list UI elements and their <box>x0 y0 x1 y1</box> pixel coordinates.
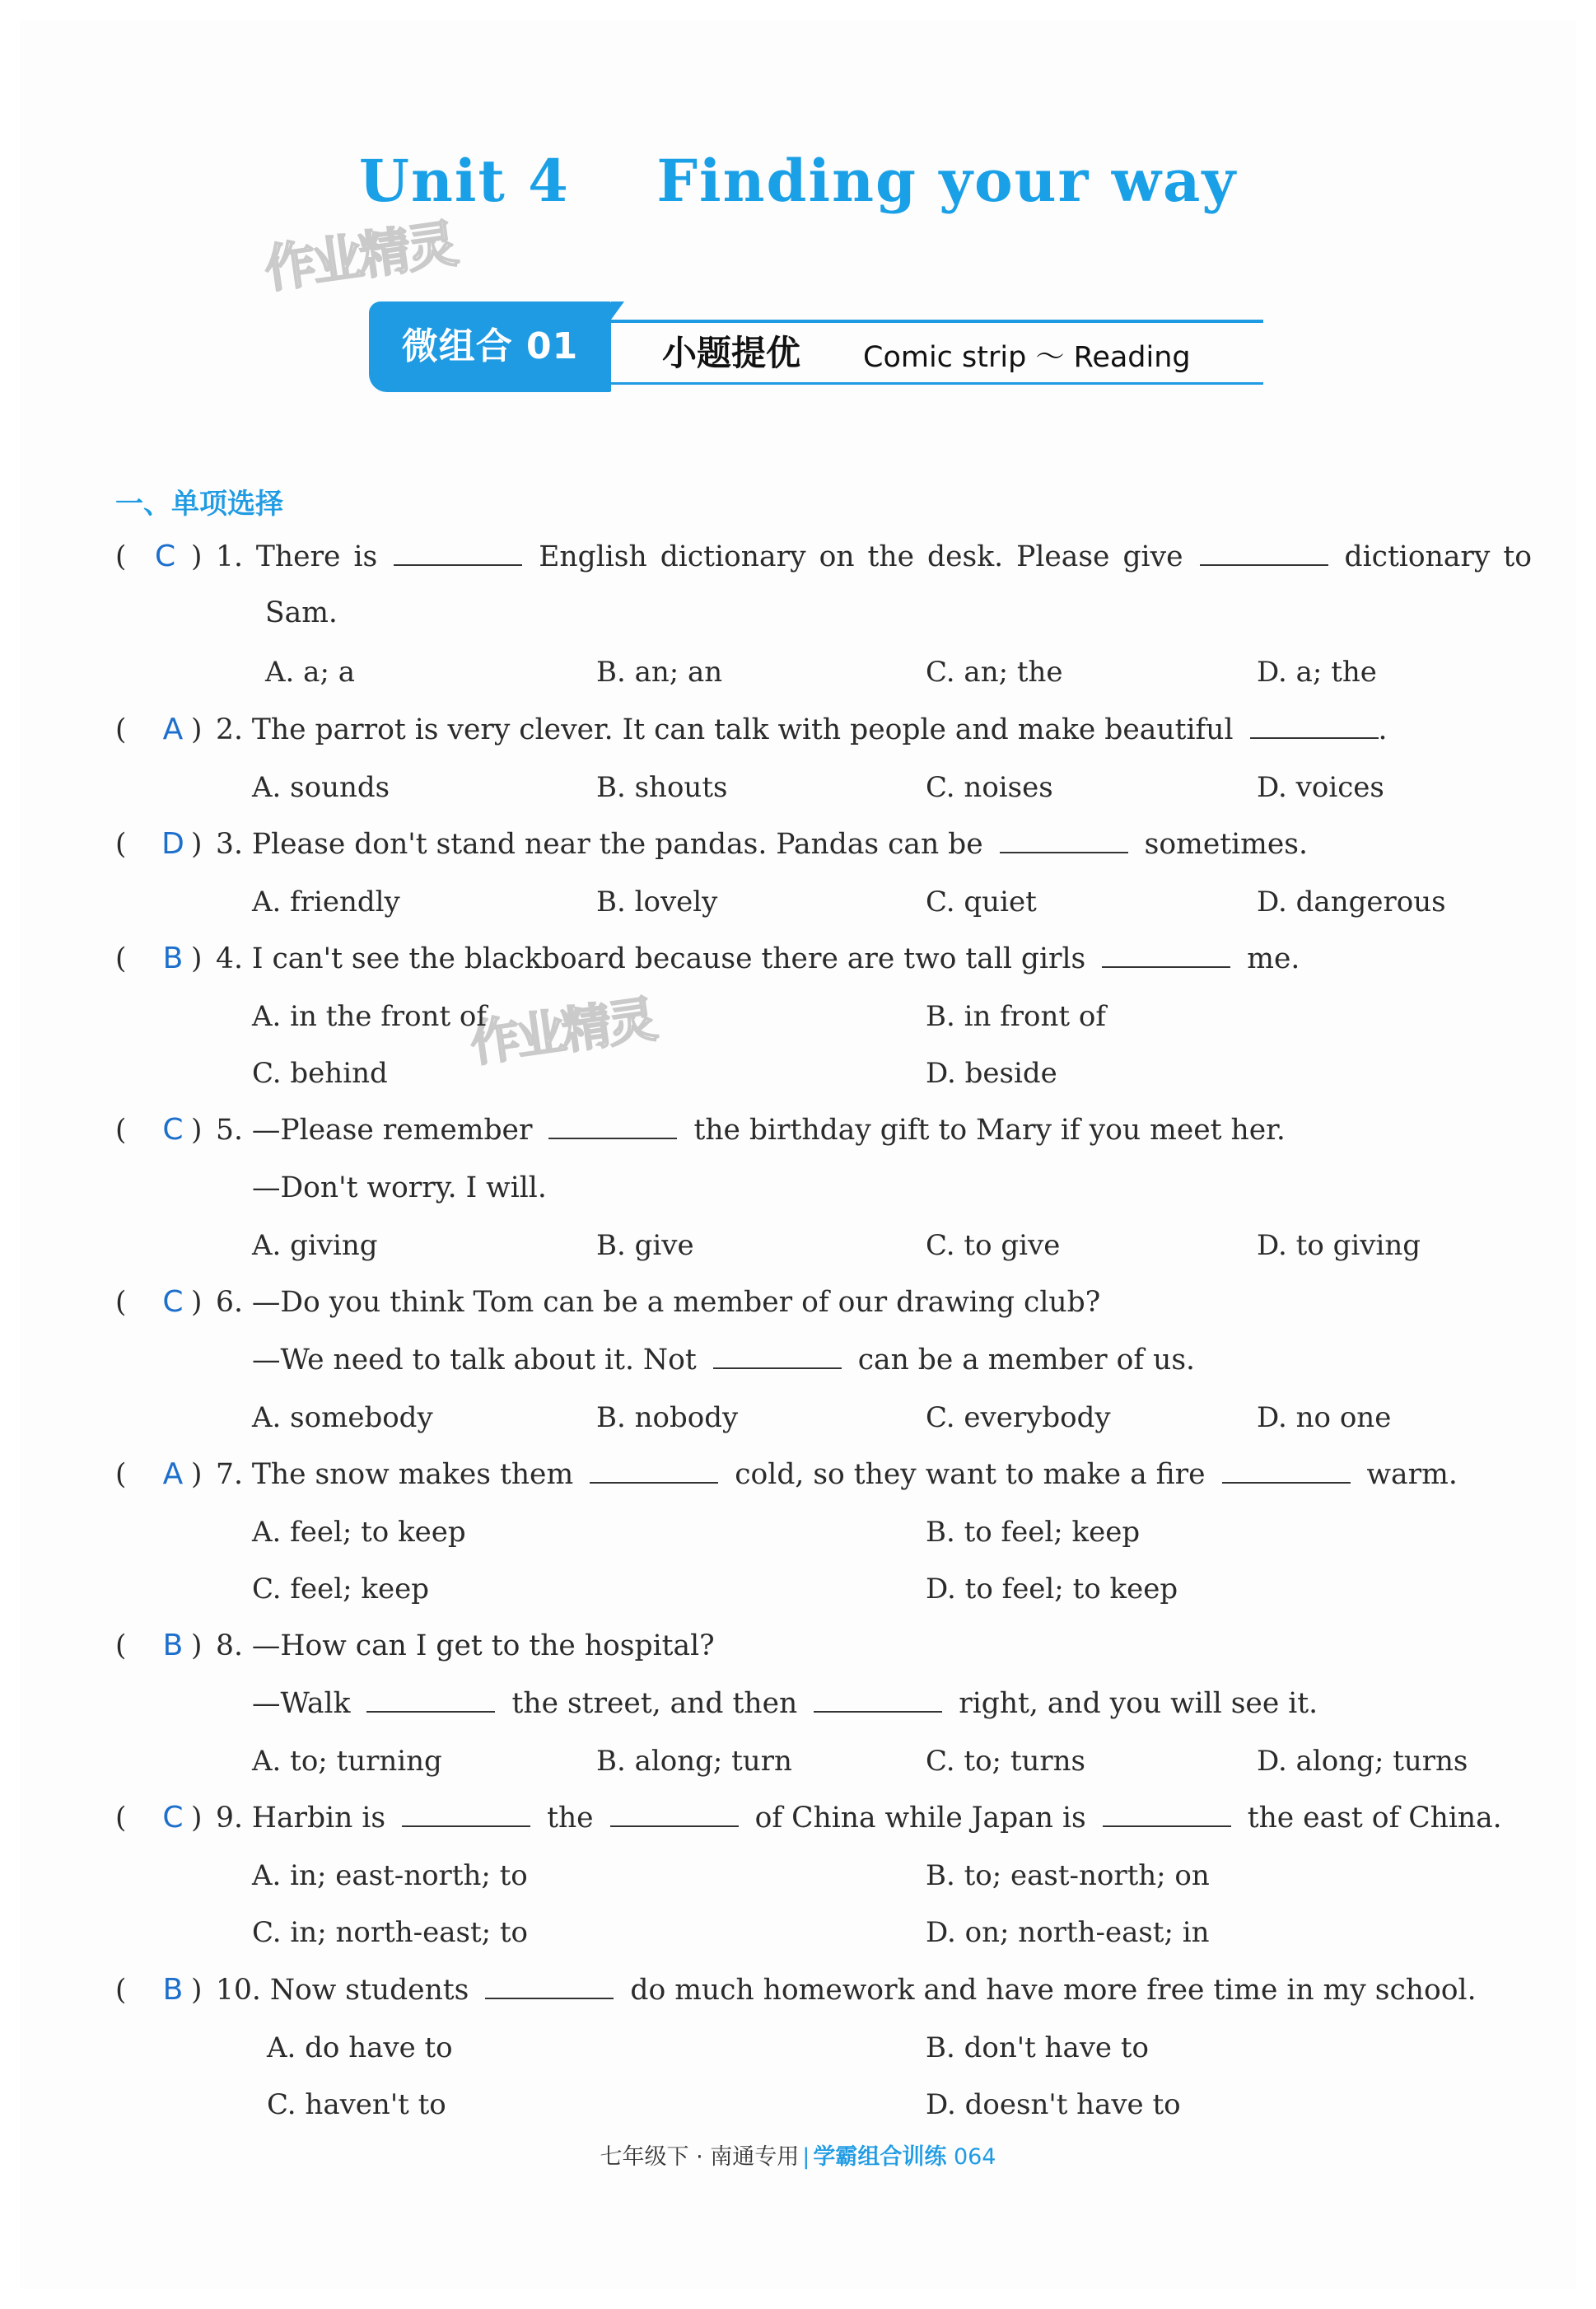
question-10: ( B ) 10. Now students do much homework and have more free time in my school. <box>115 1970 1532 2010</box>
answer-blank <box>590 1479 718 1484</box>
question-6-reply: —We need to talk about it. Not can be a member of us. <box>252 1344 1195 1377</box>
answer-blank <box>1000 848 1128 853</box>
option-b: B. to feel; keep <box>926 1516 1141 1549</box>
option-d: D. voices <box>1257 771 1384 804</box>
page-number: 064 <box>953 2144 996 2170</box>
answer-9: C <box>162 1801 184 1835</box>
watermark: 作业精灵 <box>260 213 459 300</box>
option-b: B. give <box>596 1229 694 1262</box>
option-a: A. somebody <box>252 1401 433 1434</box>
banner-corner <box>611 301 624 320</box>
footer-separator: | <box>802 2144 810 2170</box>
option-a: A. do have to <box>267 2031 453 2064</box>
answer-2: A <box>162 713 184 746</box>
answer-blank <box>1102 963 1230 968</box>
option-d: D. beside <box>926 1057 1057 1090</box>
question-5: ( C ) 5. —Please remember the birthday gift to Mary if you meet her. <box>115 1110 1532 1150</box>
question-7: ( A ) 7. The snow makes them cold, so they want to make a fire warm. <box>115 1455 1532 1494</box>
question-5-reply: —Don't worry. I will. <box>252 1171 547 1204</box>
footer-grade: 七年级下 · 南通专用 <box>600 2144 800 2170</box>
option-c: C. to give <box>926 1229 1061 1262</box>
unit-title: Unit 4 Finding your way <box>358 147 1238 215</box>
answer-blank <box>1222 1479 1351 1484</box>
option-b: B. nobody <box>596 1401 739 1434</box>
answer-blank <box>1103 1822 1231 1827</box>
option-b: B. along; turn <box>596 1745 792 1778</box>
watermark: 作业精灵 <box>466 990 658 1074</box>
option-c: C. feel; keep <box>252 1573 429 1606</box>
banner-subtitle: Comic strip ～ Reading <box>863 341 1191 374</box>
option-a: A. in the front of <box>252 1000 487 1033</box>
option-d: D. on; north-east; in <box>926 1916 1210 1949</box>
question-1-cont: Sam. <box>265 596 338 629</box>
section-banner <box>369 301 1263 392</box>
question-6: ( C ) 6. —Do you think Tom can be a member of our drawing club? <box>115 1283 1532 1322</box>
footer-brand: 学霸组合训练 <box>813 2144 947 2170</box>
answer-blank <box>366 1708 495 1713</box>
question-1: ( C ) 1. There is English dictionary on the desk. Please give dictionary to <box>115 537 1532 577</box>
question-8: ( B ) 8. —How can I get to the hospital? <box>115 1626 1532 1666</box>
option-a: A. giving <box>252 1229 378 1262</box>
option-d: D. doesn't have to <box>926 2088 1181 2121</box>
banner-rule-top <box>611 320 1263 323</box>
banner-title: 小题提优 <box>662 333 801 373</box>
answer-blank <box>814 1708 942 1713</box>
answer-7: A <box>162 1457 184 1491</box>
page-footer <box>0 2138 1596 2171</box>
option-a: A. a; a <box>265 656 355 689</box>
option-a: A. in; east-north; to <box>252 1859 528 1892</box>
option-b: B. in front of <box>926 1000 1106 1033</box>
banner-label: 微组合 01 <box>401 325 579 367</box>
question-3: ( D ) 3. Please don't stand near the pandas. Pandas can be sometimes. <box>115 825 1532 864</box>
option-c: C. quiet <box>926 886 1037 918</box>
answer-blank <box>548 1134 677 1139</box>
option-c: C. to; turns <box>926 1745 1085 1778</box>
option-c: C. in; north-east; to <box>252 1916 529 1949</box>
option-a: A. sounds <box>252 771 390 804</box>
option-c: C. noises <box>926 771 1053 804</box>
option-c: C. everybody <box>926 1401 1111 1434</box>
answer-blank <box>485 1994 614 1999</box>
answer-1: C <box>155 540 176 573</box>
answer-blank <box>394 561 522 566</box>
option-a: A. friendly <box>252 886 400 918</box>
answer-8: B <box>162 1629 184 1662</box>
answer-10: B <box>162 1973 184 2007</box>
question-8-reply: —Walk the street, and then right, and you will see it. <box>252 1687 1318 1720</box>
question-2: ( A ) 2. The parrot is very clever. It can talk with people and make beautiful . <box>115 710 1532 750</box>
option-c: C. an; the <box>926 656 1063 689</box>
option-d: D. to feel; to keep <box>926 1573 1178 1606</box>
question-4: ( B ) 4. I can't see the blackboard because there are two tall girls me. <box>115 939 1532 979</box>
option-b: B. to; east-north; on <box>926 1859 1210 1892</box>
option-c: C. haven't to <box>267 2088 446 2121</box>
answer-4: B <box>162 942 184 975</box>
option-d: D. no one <box>1257 1401 1392 1434</box>
question-9: ( C ) 9. Harbin is the of China while Japan is the east of China. <box>115 1798 1532 1838</box>
answer-5: C <box>162 1113 184 1147</box>
answer-6: C <box>162 1285 184 1319</box>
answer-3: D <box>161 827 184 861</box>
section-heading: 一、单项选择 <box>115 488 283 521</box>
answer-blank <box>1200 561 1328 566</box>
option-a: A. feel; to keep <box>252 1516 466 1549</box>
option-d: D. dangerous <box>1257 886 1446 918</box>
option-b: B. don't have to <box>926 2031 1149 2064</box>
answer-blank <box>610 1822 739 1827</box>
option-b: B. an; an <box>596 656 723 689</box>
answer-blank <box>713 1364 842 1369</box>
option-d: D. to giving <box>1257 1229 1421 1262</box>
option-b: B. shouts <box>596 771 728 804</box>
option-a: A. to; turning <box>252 1745 442 1778</box>
option-d: D. along; turns <box>1257 1745 1468 1778</box>
answer-blank <box>402 1822 530 1827</box>
banner-rule-bottom <box>611 382 1263 385</box>
option-c: C. behind <box>252 1057 388 1090</box>
option-d: D. a; the <box>1257 656 1377 689</box>
answer-blank <box>1250 734 1379 739</box>
option-b: B. lovely <box>596 886 718 918</box>
